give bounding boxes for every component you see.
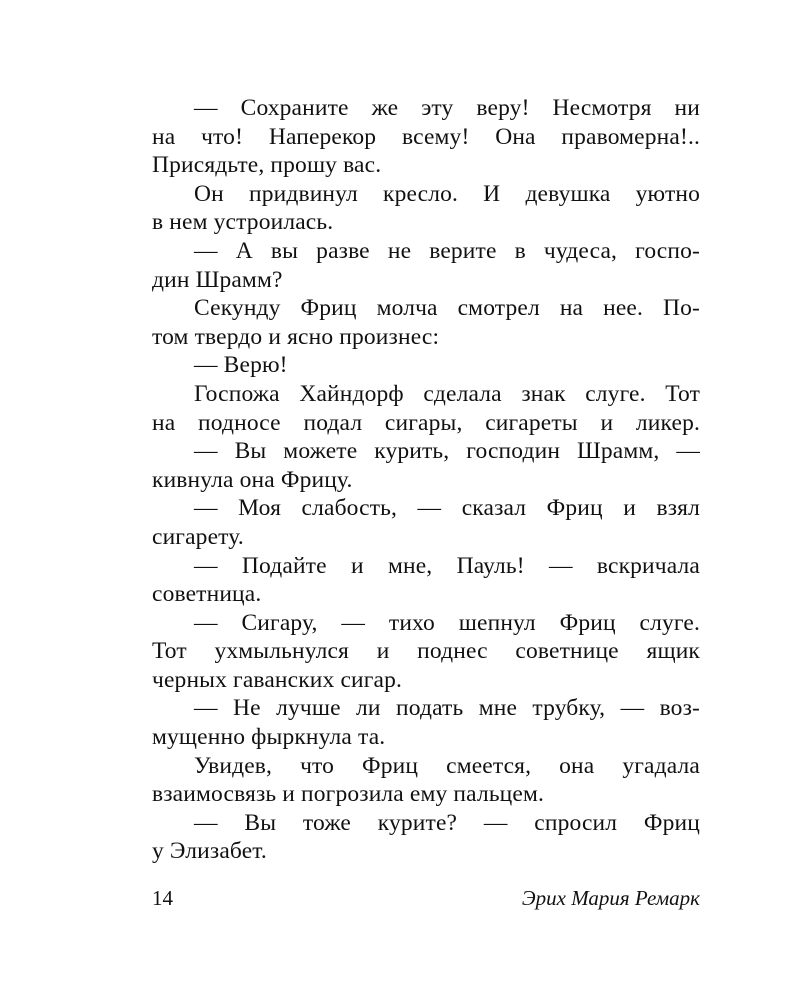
text-line: — Вы тоже курите? — спросил Фриц: [194, 809, 700, 836]
text-line: черных гаванских сигар.: [152, 666, 403, 693]
text-line: — Сигару, — тихо шепнул Фриц слуге.: [194, 609, 700, 636]
text-line: том твердо и ясно произнес:: [152, 323, 440, 350]
text-line: Увидев, что Фриц смеется, она угадала: [194, 752, 700, 779]
text-line: — Верю!: [194, 352, 288, 379]
text-line: на что! Наперекор всему! Она правомерна!..: [152, 123, 700, 150]
page-footer: [152, 883, 700, 913]
text-line: Тот ухмыльнулся и поднес советнице ящик: [152, 638, 700, 665]
text-line: — Сохраните же эту веру! Несмотря ни: [194, 95, 700, 121]
text-line: — Вы можете курить, господин Шрамм, —: [194, 438, 700, 465]
text-line: сигарету.: [152, 523, 244, 550]
text-line: советница.: [152, 581, 262, 608]
text-line: Он придвинул кресло. И девушка уютно: [194, 180, 700, 207]
text-line: Госпожа Хайндорф сделала знак слуге. Тот: [194, 380, 700, 407]
body-text: [152, 94, 700, 866]
text-line: Секунду Фриц молча смотрел на нее. По-: [194, 295, 700, 322]
text-line: — Не лучше ли подать мне трубку, — воз-: [194, 695, 700, 722]
text-line: дин Шрамм?: [152, 266, 283, 293]
text-line: у Элизабет.: [152, 838, 267, 865]
text-line: в нем устроилась.: [152, 209, 334, 236]
running-title: Эрих Мария Ремарк: [521, 886, 700, 910]
text-line: — Подайте и мне, Пауль! — вскричала: [194, 552, 700, 579]
text-line: — Моя слабость, — сказал Фриц и взял: [194, 495, 700, 522]
text-line: мущенно фыркнула та.: [152, 724, 386, 751]
text-line: кивнула она Фрицу.: [152, 466, 353, 493]
text-line: взаимосвязь и погрозила ему пальцем.: [152, 781, 545, 808]
text-line: — А вы разве не верите в чудеса, госпо-: [194, 237, 700, 264]
page-number: 14: [152, 886, 173, 910]
text-line: Присядьте, прошу вас.: [152, 152, 382, 179]
text-line: на подносе подал сигары, сигареты и ликер.: [152, 409, 700, 436]
